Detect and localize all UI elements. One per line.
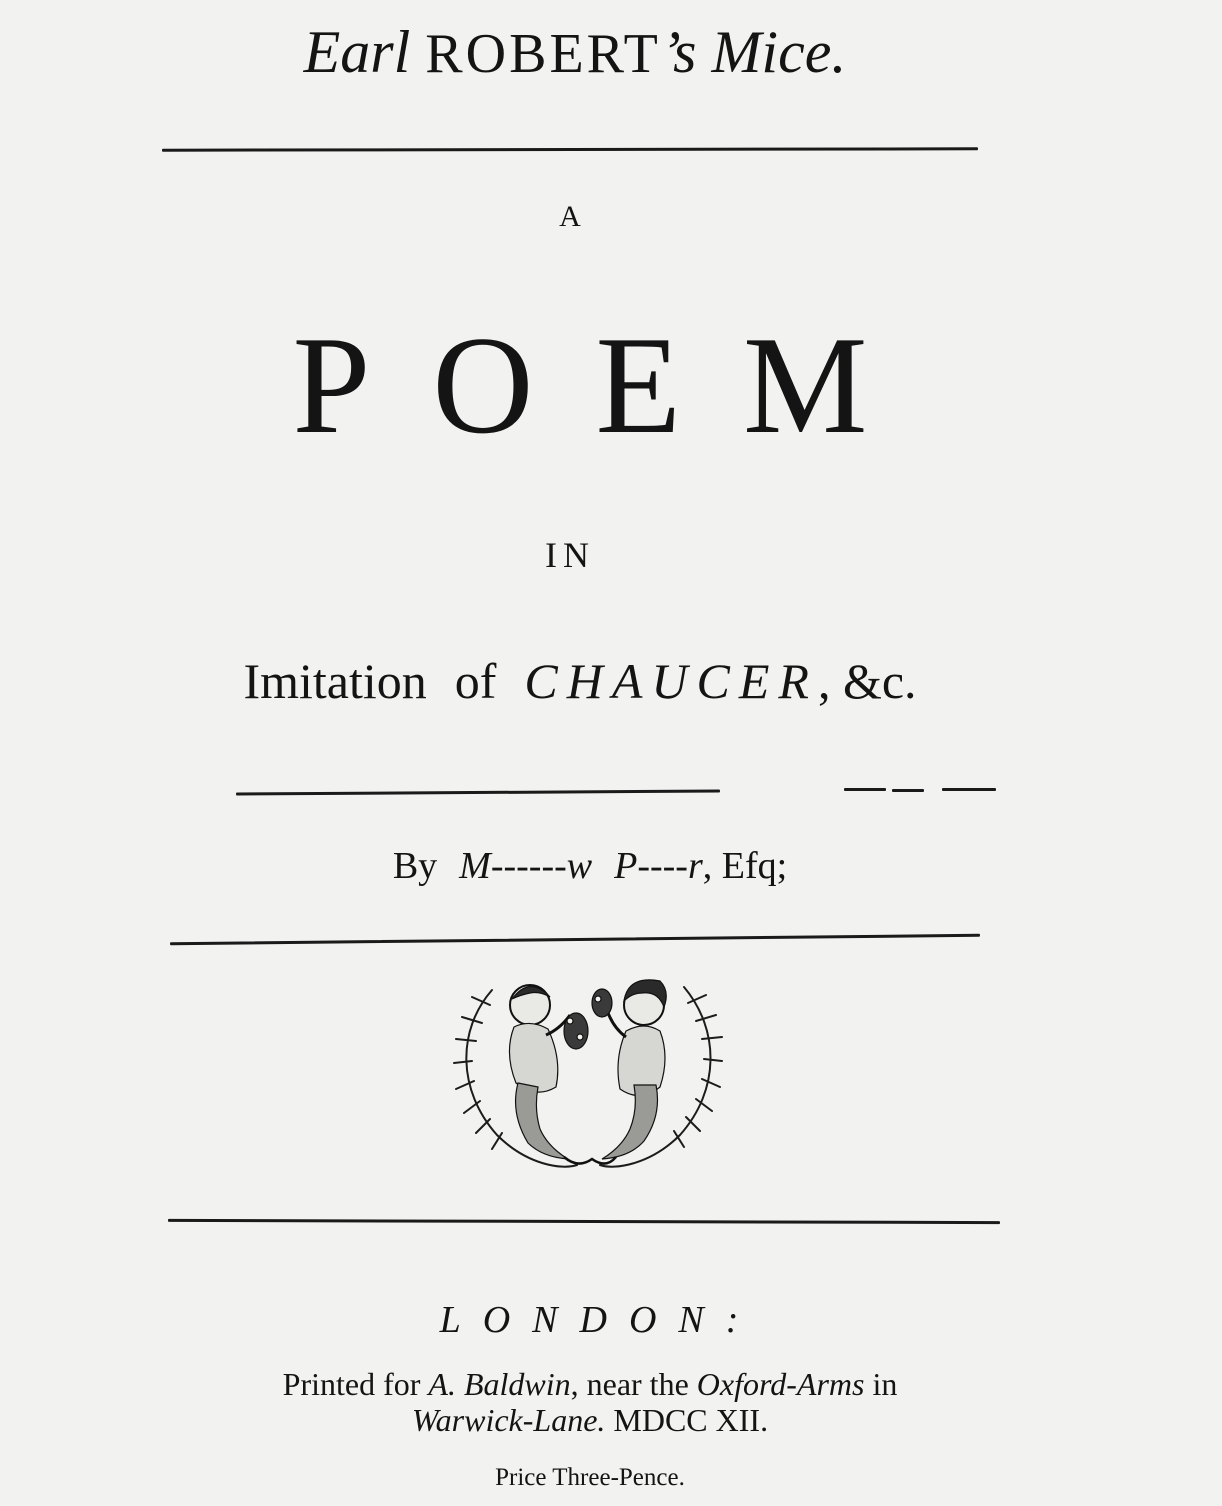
cherubs-with-garland-icon: [452, 975, 724, 1180]
imitation-word: Imitation: [243, 653, 427, 709]
page-title: [150, 18, 1000, 87]
rule-middle-dash-1: [844, 788, 886, 791]
author-suffix: , Efq;: [702, 845, 788, 887]
printed-for: Printed for: [282, 1366, 421, 1402]
subtitle-in: IN: [545, 535, 595, 575]
subtitle-imitation: [130, 652, 1030, 710]
rule-top: [162, 147, 978, 151]
street-name: Warwick-Lane.: [411, 1402, 606, 1438]
author-last: P----r: [614, 845, 703, 887]
author-first: M------w: [459, 845, 593, 887]
of-word: of: [454, 653, 497, 709]
in-word: in: [872, 1366, 898, 1402]
by-word: By: [392, 845, 438, 887]
subtitle-poem: POEM: [292, 308, 930, 463]
rule-middle-left: [236, 790, 720, 796]
rule-below-byline: [170, 934, 980, 945]
title-robert: ROBERT: [425, 23, 661, 85]
title-mice: ’s Mice.: [660, 19, 847, 85]
rule-above-imprint: [168, 1219, 1000, 1224]
subtitle-a: A: [559, 200, 581, 233]
printer-name: A. Baldwin: [428, 1366, 571, 1402]
shop-sign: Oxford-Arms: [696, 1366, 865, 1402]
chaucer-name: CHAUCER: [524, 653, 818, 709]
price-line: Price Three-Pence.: [495, 1464, 685, 1491]
imprint-line-1: [140, 1366, 1040, 1403]
title-earl: Earl: [303, 19, 411, 85]
imprint-city: LONDON:: [439, 1299, 761, 1341]
rule-middle-dash-2: [892, 789, 924, 792]
byline: [200, 844, 980, 888]
rule-middle-dash-3: [942, 788, 996, 791]
near-the: , near the: [570, 1366, 689, 1402]
etc-mark: , &c.: [817, 653, 917, 709]
imprint-line-2: [140, 1402, 1040, 1439]
imprint-year: MDCC XII.: [613, 1402, 769, 1438]
